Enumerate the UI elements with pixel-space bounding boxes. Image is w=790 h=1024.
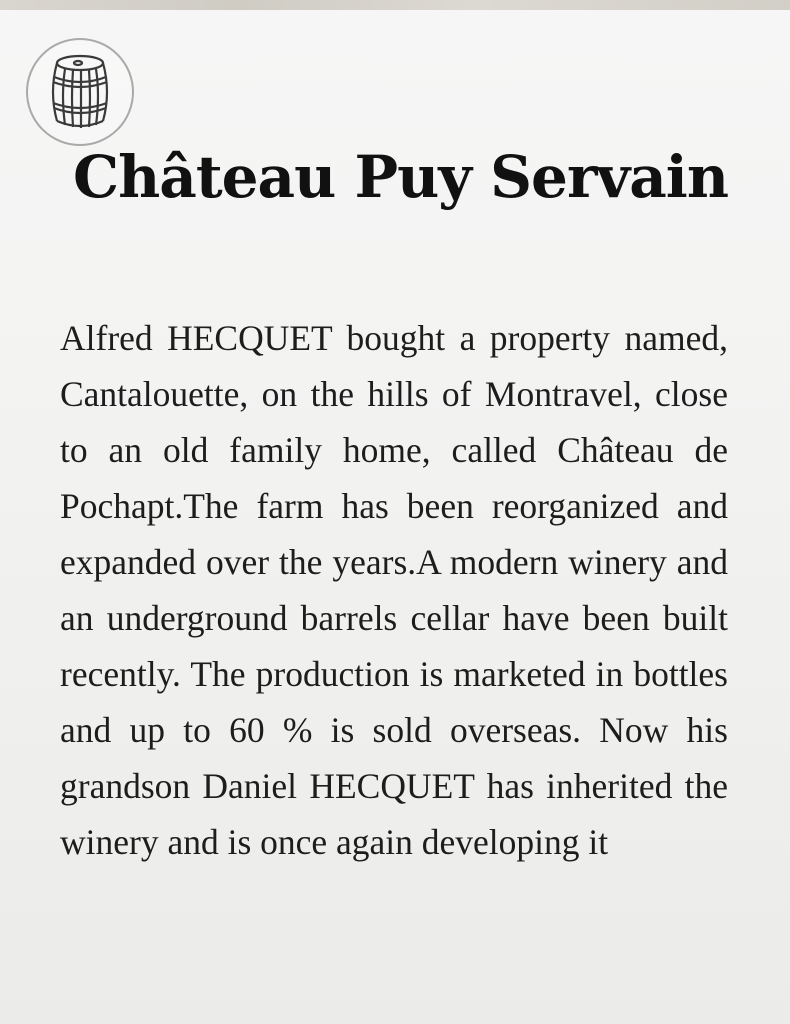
barrel-badge — [26, 38, 134, 146]
page-title: Château Puy Servain — [72, 143, 728, 211]
history-paragraph: Alfred HECQUET bought a property named, Cantalouette, on the hills of Montravel, close to an old family home, called Château de Pochapt.The farm has been reorganized and expanded over the years.A modern winery and an underground barrels cellar have been built recently. The production is marketed in bottles and up to 60 % is sold overseas. Now his grandson Daniel HECQUET has inherited the winery and is once again developing it — [60, 318, 728, 862]
winery-card — [0, 10, 790, 1024]
barrel-icon — [45, 53, 115, 131]
top-background-strip — [0, 0, 790, 10]
